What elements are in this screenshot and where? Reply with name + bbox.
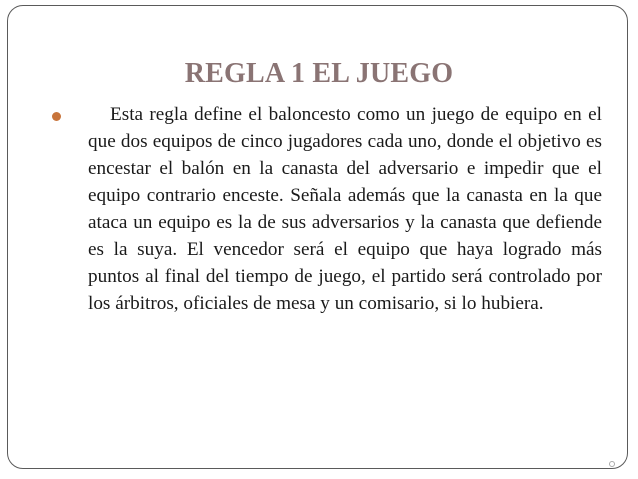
slide-title: REGLA 1 EL JUEGO — [184, 58, 454, 89]
corner-circle-icon — [609, 461, 615, 467]
bullet-icon — [52, 112, 61, 121]
slide-body-text: Esta regla define el baloncesto como un juego de equipo en el que dos equipos de cinco jugadores cada uno, donde el objetivo es encestar el balón en la canasta del adversario e impedir que el equipo contrario enceste. Señala además que la canasta en la que ataca un equipo es la de sus adversarios y la canasta que defiende es la suya. El vencedor será el equipo que haya logrado más puntos al final del tiempo de juego, el partido será controlado por los árbitros, oficiales de mesa y un comisario, si lo hubiera. — [88, 104, 602, 314]
